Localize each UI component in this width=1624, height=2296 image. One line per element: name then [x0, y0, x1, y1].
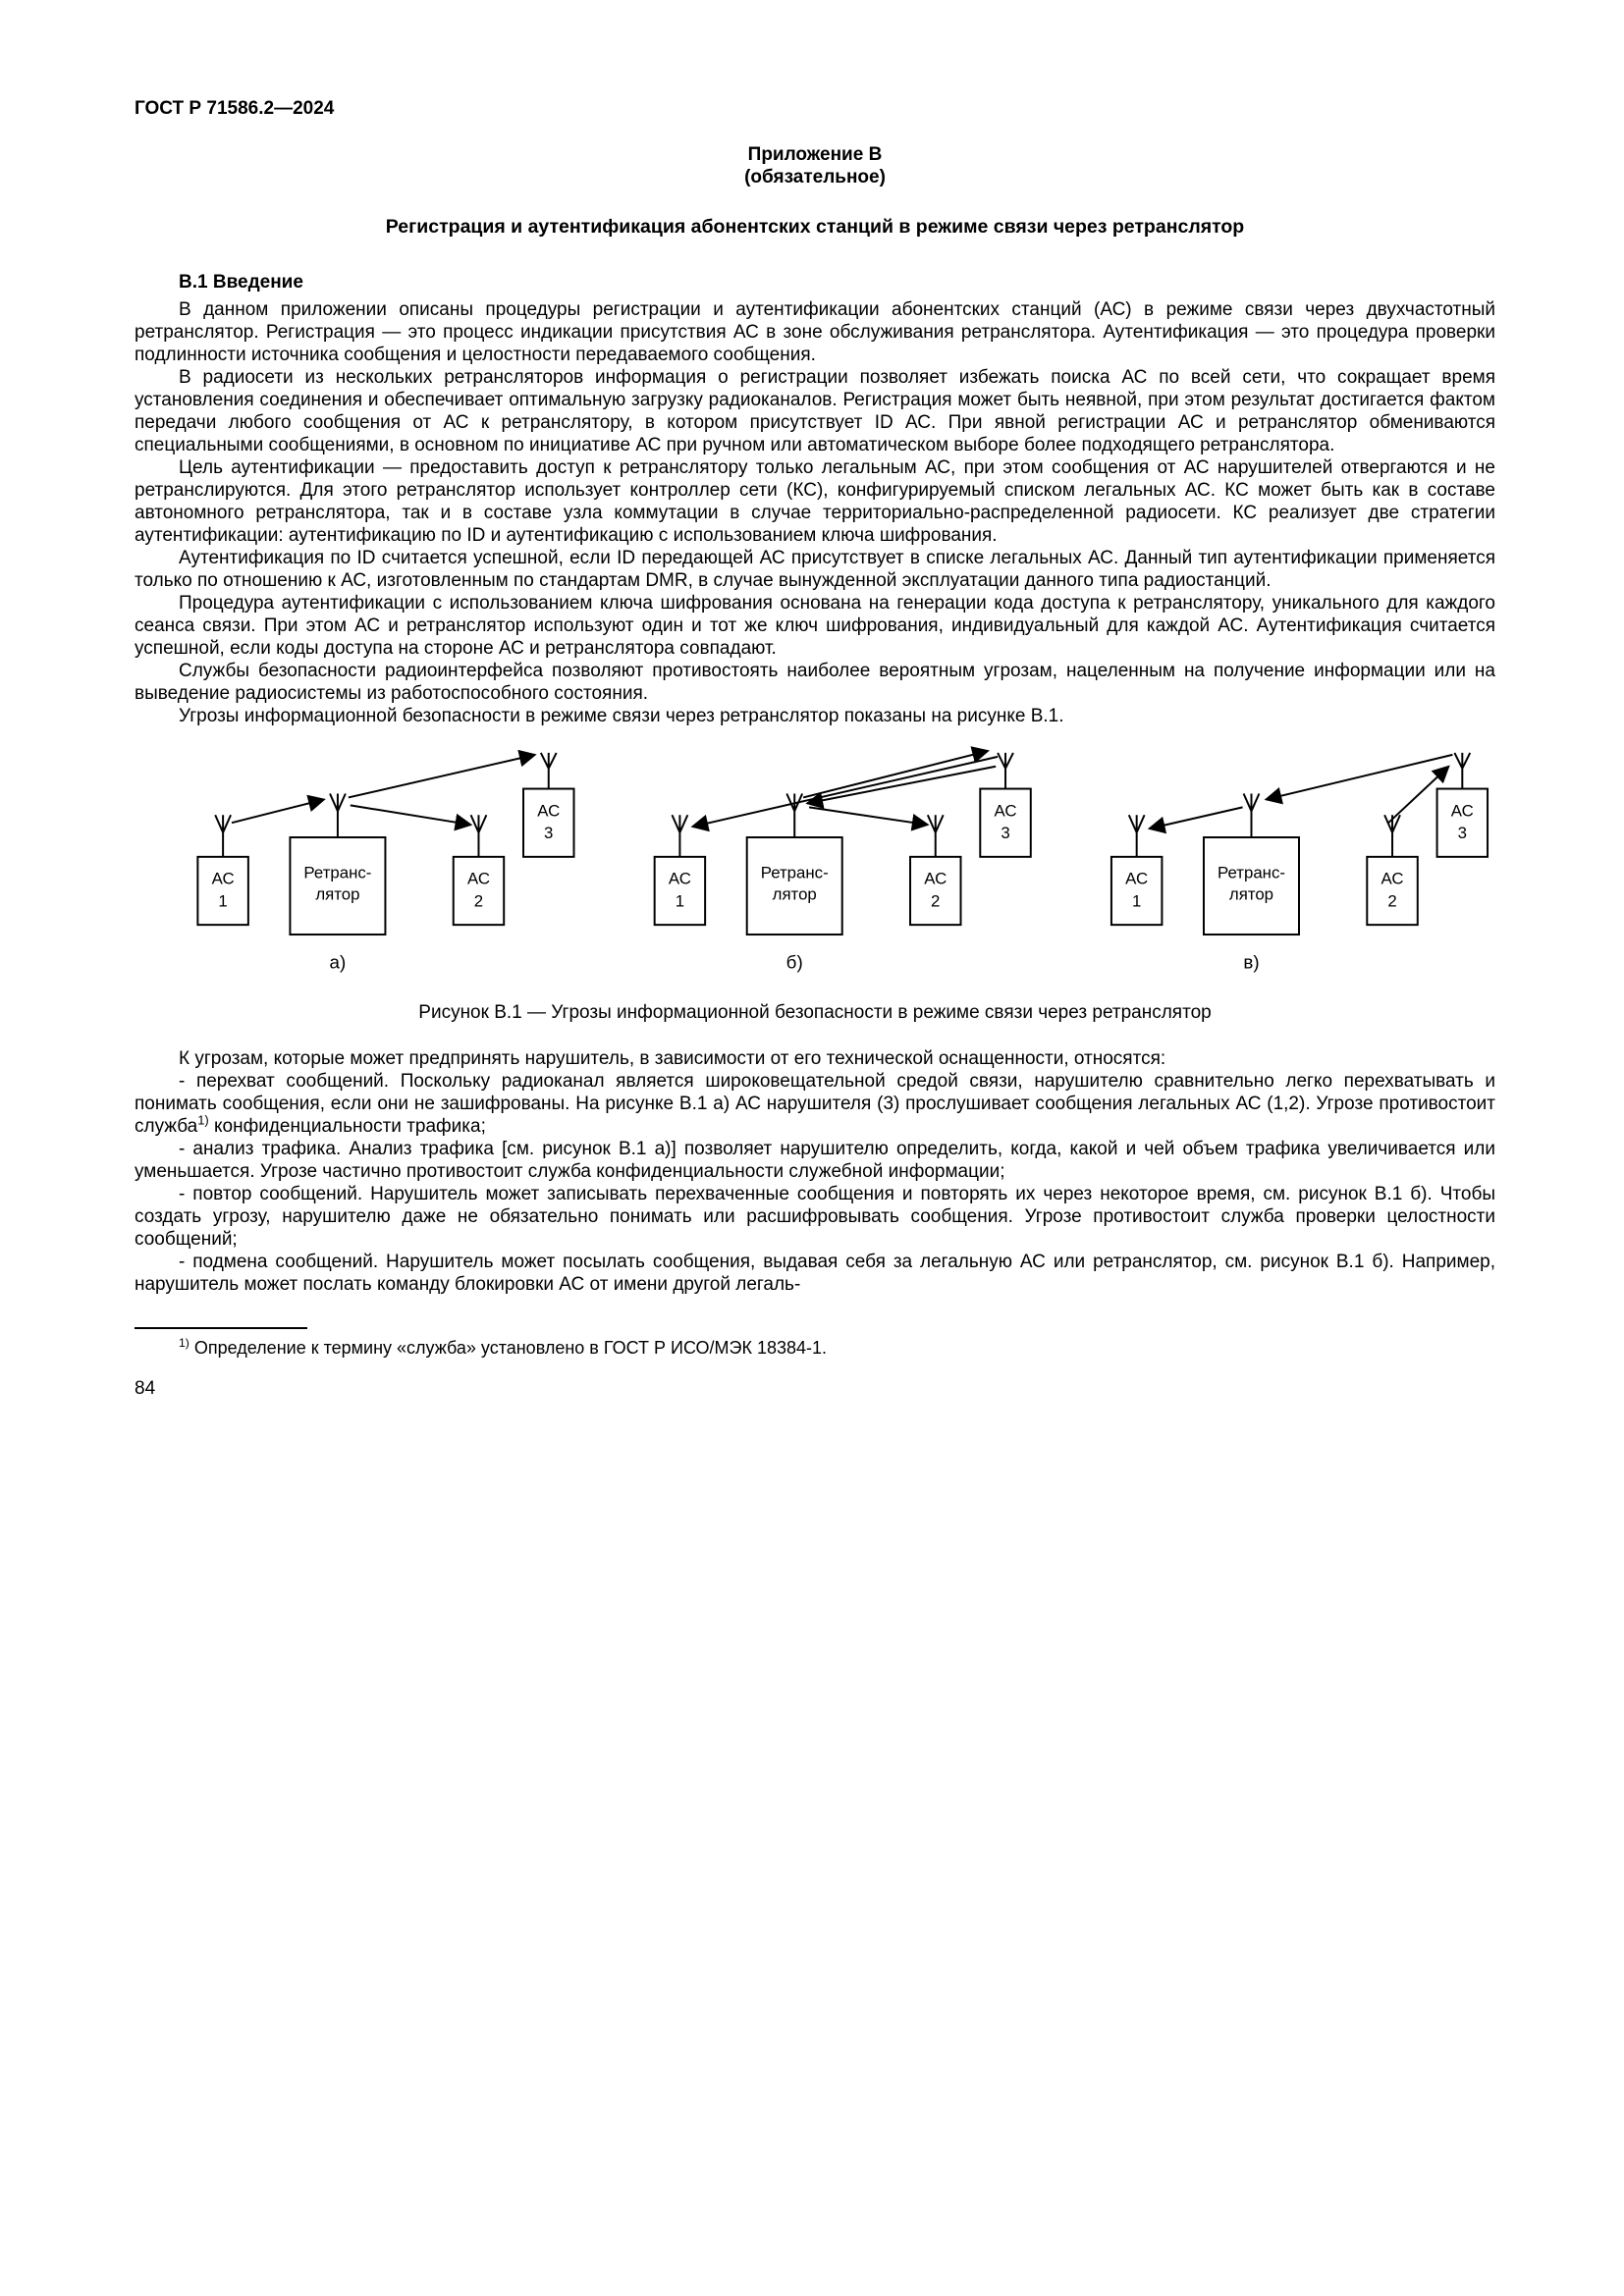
body-paragraph: Службы безопасности радиоинтерфейса позволяют противостоять наиболее вероятным угрозам, нацеленным на получение информации или на выведение радиосистемы из работоспособного состояния. — [135, 661, 1495, 704]
signal-arrow — [692, 757, 998, 827]
threat-item-traffic-analysis: - анализ трафика. Анализ трафика [см. рисунок В.1 а)] позволяет нарушителю определить, когда, какой и чей объем трафика увеличивается или уменьшается. Угрозе частично противостоит служба конфиденциальности служебной информации; — [135, 1138, 1495, 1182]
figure-b1 — [135, 745, 1495, 1024]
antenna-icon — [1129, 815, 1145, 857]
antenna-icon — [541, 753, 557, 789]
station-box-ac1 — [1111, 857, 1162, 925]
signal-arrow — [1266, 755, 1452, 800]
section-heading: В.1 Введение — [179, 272, 303, 293]
station-label: АС — [1125, 869, 1149, 888]
diagram-sublabel-v: в) — [1243, 951, 1260, 973]
diagram-b — [655, 751, 1031, 973]
station-number: 1 — [675, 891, 685, 911]
threat-item-text: - перехват сообщений. Поскольку радиоканал является широковещательной средой связи, нарушителю сравнительно легко перехватывать и понимать сообщения, если они не зашифрованы. На рисунке В.1 а) АС нарушителя (3) прослушивает сообщения легальных АС (1,2). Угрозе противостоит служба — [135, 1070, 1495, 1137]
repeater-label: лятор — [315, 884, 360, 904]
station-label: АС — [924, 869, 947, 888]
antenna-icon — [928, 815, 944, 857]
footnote-marker: 1) — [179, 1335, 189, 1350]
body-paragraph: Цель аутентификации — предоставить доступ к ретранслятору только легальным АС, при этом сообщения от АС нарушителей отвергаются и не ретранслируются. Для этого ретранслятор использует контроллер сети (КС), конфигурируемый списком легальных АС. КС может быть как в составе автономного ретранслятора, так и в составе узла коммутации в случае территориально-распределенной радиосети. КС реализует две стратегии аутентификации: аутентификацию по ID и аутентификацию с использованием ключа шифрования. — [135, 457, 1495, 546]
signal-arrow — [349, 755, 535, 798]
threats-intro: К угрозам, которые может предпринять нарушитель, в зависимости от его технической оснащенности, относятся: — [179, 1047, 1166, 1069]
antenna-icon — [1244, 793, 1260, 837]
body-paragraph: Процедура аутентификации с использованием ключа шифрования основана на генерации кода доступа к ретранслятору, уникального для каждого сеанса связи. При этом АС и ретранслятор используют один и тот же ключ шифрования, индивидуальный для каждой АС. Аутентификация считается успешной, если коды доступа на стороне АС и ретранслятора совпадают. — [135, 593, 1495, 659]
station-number: 3 — [1457, 824, 1467, 843]
station-number: 1 — [1131, 891, 1142, 911]
signal-arrow — [1150, 807, 1243, 828]
repeater-label: лятор — [1228, 884, 1274, 904]
threat-item-spoofing: - подмена сообщений. Нарушитель может посылать сообщения, выдавая себя за легальную АС или ретранслятор, см. рисунок В.1 б). Например, нарушитель может послать команду блокировки АС от имени другой легаль- — [135, 1251, 1495, 1295]
station-label: АС — [1450, 801, 1474, 821]
station-box-ac3 — [980, 789, 1030, 857]
footnote-reference: 1) — [197, 1112, 209, 1128]
repeater-box — [1204, 837, 1299, 934]
repeater-box — [290, 837, 385, 934]
antenna-icon — [330, 793, 346, 837]
antenna-icon — [215, 815, 231, 857]
footnote-separator — [135, 1327, 307, 1329]
diagram-a — [197, 753, 573, 973]
threat-item-intercept — [135, 1070, 1495, 1138]
threat-item-replay: - повтор сообщений. Нарушитель может записывать перехваченные сообщения и повторять их через некоторое время, см. рисунок В.1 б). Чтобы создать угрозу, нарушителю даже не обязательно понимать или расшифровывать сообщения. Угрозе противостоит служба проверки целостности сообщений; — [135, 1183, 1495, 1250]
antenna-icon — [1384, 815, 1400, 857]
repeater-box — [747, 837, 842, 934]
station-label: АС — [994, 801, 1017, 821]
station-number: 1 — [218, 891, 228, 911]
diagram-sublabel-a: а) — [329, 951, 347, 973]
signal-arrow — [809, 807, 928, 825]
signal-arrow — [351, 805, 471, 825]
station-box-ac2 — [454, 857, 504, 925]
signal-arrow — [232, 799, 324, 823]
station-label: АС — [211, 869, 235, 888]
repeater-label: Ретранс- — [760, 863, 829, 882]
body-paragraph: В данном приложении описаны процедуры регистрации и аутентификации абонентских станций (АС) в режиме связи через двухчастотный ретранслятор. Регистрация — это процесс индикации присутствия АС в зоне обслуживания ретранслятора. Аутентификация — это процедура проверки подлинности источника сообщения и целостности передаваемого сообщения. — [135, 299, 1495, 365]
antenna-icon — [998, 753, 1013, 789]
document-header: ГОСТ Р 71586.2—2024 — [135, 98, 335, 119]
station-box-ac2 — [910, 857, 960, 925]
station-box-ac2 — [1367, 857, 1417, 925]
body-paragraph: В радиосети из нескольких ретрансляторов информация о регистрации позволяет избежать поиска АС по всей сети, что сокращает время установления соединения и обеспечивает оптимальную загрузку радиоканалов. Регистрация может быть неявной, при этом результат достигается фактом передачи любого сообщения от АС к ретранслятору, в котором присутствует ID АС. При явной регистрации АС и ретранслятор обмениваются специальными сообщениями, в основном по инициативе АС при ручном или автоматическом выборе более подходящего ретранслятора. — [135, 367, 1495, 455]
antenna-icon — [786, 793, 802, 837]
station-label: АС — [466, 869, 490, 888]
antenna-icon — [672, 815, 687, 857]
body-paragraph: Угрозы информационной безопасности в режиме связи через ретранслятор показаны на рисунке В.1. — [179, 706, 1064, 726]
antenna-icon — [471, 815, 487, 857]
station-box-ac3 — [523, 789, 573, 857]
station-number: 3 — [1001, 824, 1010, 843]
appendix-label: Приложение В — [747, 144, 883, 165]
document-title: Регистрация и аутентификация абонентских станций в режиме связи через ретранслятор — [385, 216, 1245, 238]
body-paragraph: Аутентификация по ID считается успешной, если ID передающей АС присутствует в списке легальных АС. Данный тип аутентификации применяется только по отношению к АС, изготовленным по стандартам DMR, в случае вынужденной эксплуатации данного типа радиостанций. — [135, 548, 1495, 591]
repeater-label: лятор — [772, 884, 817, 904]
appendix-type: (обязательное) — [744, 167, 886, 187]
threat-diagrams — [135, 745, 1495, 977]
repeater-label: Ретранс- — [303, 863, 372, 882]
station-label: АС — [537, 801, 561, 821]
footnote-text: Определение к термину «служба» установлено в ГОСТ Р ИСО/МЭК 18384-1. — [189, 1337, 828, 1358]
antenna-icon — [1454, 753, 1470, 789]
station-label: АС — [1380, 869, 1404, 888]
station-number: 2 — [1387, 891, 1397, 911]
station-box-ac1 — [197, 857, 247, 925]
station-box-ac1 — [655, 857, 705, 925]
footnote — [135, 1337, 1495, 1359]
page-content — [135, 98, 1495, 1400]
station-number: 2 — [931, 891, 941, 911]
threat-item-text: конфиденциальности трафика; — [208, 1115, 486, 1137]
station-label: АС — [668, 869, 691, 888]
station-number: 3 — [544, 824, 554, 843]
station-number: 2 — [473, 891, 484, 911]
diagram-sublabel-b: б) — [785, 951, 803, 973]
figure-caption: Рисунок В.1 — Угрозы информационной безопасности в режиме связи через ретранслятор — [418, 1001, 1212, 1023]
diagram-v — [1111, 753, 1488, 973]
repeater-label: Ретранс- — [1218, 863, 1285, 882]
station-box-ac3 — [1437, 789, 1488, 857]
page-number: 84 — [135, 1377, 156, 1399]
